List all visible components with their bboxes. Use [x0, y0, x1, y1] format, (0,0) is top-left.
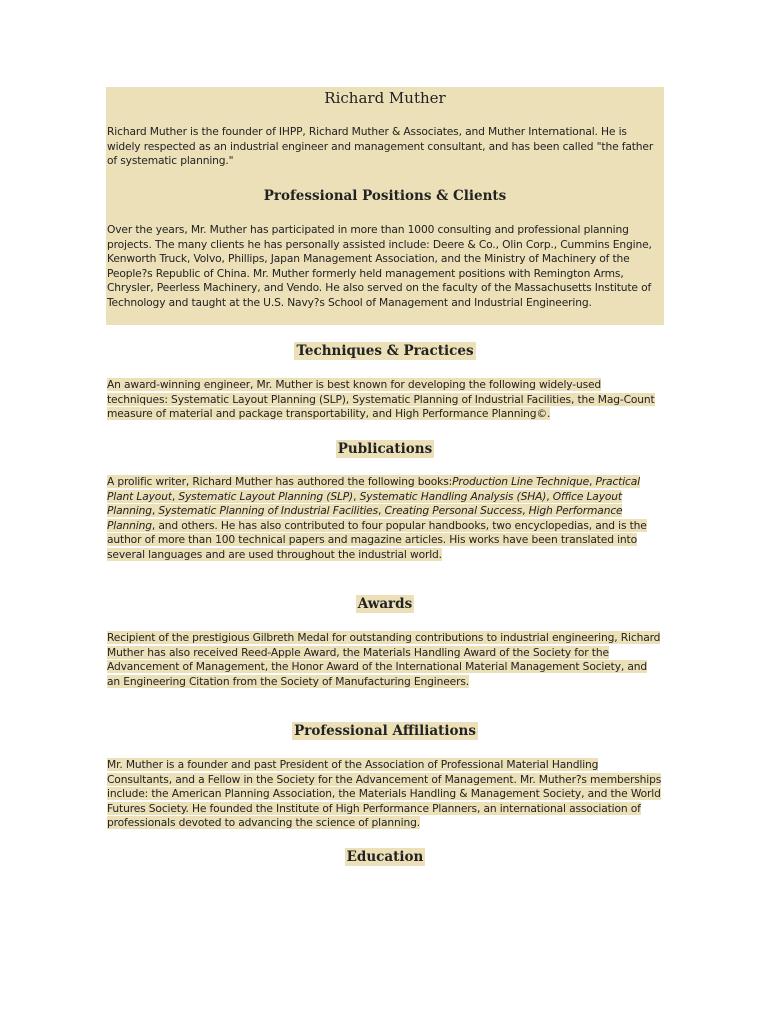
book-title: Office Layout Planning	[107, 489, 622, 518]
book-title: Systematic Layout Planning (SLP)	[178, 489, 354, 503]
book-title: Practical Plant Layout	[107, 475, 640, 503]
book-separator: ,	[171, 489, 179, 503]
publications-heading-text: Publications	[337, 441, 433, 457]
techniques-text: An award-winning engineer, Mr. Muther is best known for developing the following widely-used techniques: Systematic Layout Planning (SLP), Systematic Planning of Industrial Facilities, the Mag-Count measure of material and package transportability, and High Performance Planning©.	[107, 378, 655, 421]
book-title: Creating Personal Success	[384, 504, 523, 518]
education-heading-text: Education	[346, 849, 424, 865]
book-separator: ,	[589, 475, 596, 488]
book-separator: ,	[522, 504, 529, 518]
page-title	[106, 89, 664, 107]
book-title: High Performance Planning	[107, 504, 623, 532]
positions-paragraph	[107, 223, 663, 311]
affiliations-paragraph	[107, 758, 663, 831]
book-title: Systematic Handling Analysis (SHA)	[359, 489, 547, 503]
publications-lead: A prolific writer, Richard Muther has authored the following books:	[107, 475, 453, 488]
publications-tail: , and others. He has also contributed to four popular handbooks, two encyclopedias, and is the author of more than 100 technical papers and magazine articles. His works have been translated into several languages and are used throughout the industrial world.	[107, 518, 647, 561]
positions-heading-text: Professional Positions & Clients	[263, 188, 507, 204]
book-separator: ,	[353, 489, 360, 503]
awards-text: Recipient of the prestigious Gilbreth Medal for outstanding contributions to industrial engineering, Richard Muther has also received Reed-Apple Award, the Materials Handling Award of the Society for the Advancement of Management, the Honor Award of the International Material Management Society, and an Engineering Citation from the Society of Manufacturing Engineers.	[107, 631, 661, 688]
awards-heading	[106, 595, 664, 613]
affiliations-heading-text: Professional Affiliations	[294, 723, 476, 739]
book-separator: ,	[546, 489, 553, 503]
techniques-paragraph	[107, 378, 663, 422]
intro-paragraph	[107, 125, 663, 169]
techniques-heading-text: Techniques & Practices	[296, 343, 474, 359]
affiliations-text: Mr. Muther is a founder and past President of the Association of Professional Material Handling Consultants, and a Fellow in the Society for the Advancement of Management. Mr. Muther?s memberships include: the American Planning Association, the Materials Handling & Management Society, and the World Futures Society. He founded the Institute of High Performance Planners, an international association of professionals devoted to advancing the science of planning.	[107, 758, 662, 830]
awards-paragraph	[107, 631, 663, 689]
page-title-text: Richard Muther	[324, 89, 446, 107]
affiliations-heading	[106, 722, 664, 740]
education-heading	[106, 848, 664, 866]
book-title: Systematic Planning of Industrial Facilities	[158, 504, 379, 518]
intro-text: Richard Muther is the founder of IHPP, Richard Muther & Associates, and Muther International. He is widely respected as an industrial engineer and management consultant, and has been called "the father of systematic planning."	[107, 125, 654, 168]
awards-heading-text: Awards	[357, 596, 413, 612]
positions-text: Over the years, Mr. Muther has participated in more than 1000 consulting and professional planning projects. The many clients he has personally assisted include: Deere & Co., Olin Corp., Cummins Engine, Kenworth Truck, Volvo, Phillips, Japan Management Association, and the Ministry of Machinery of the People?s Republic of China. Mr. Muther formerly held management positions with Remington Arms, Chrysler, Peerless Machinery, and Vendo. He also served on the faculty of the Massachusetts Institute of Technology and taught at the U.S. Navy?s School of Management and Industrial Engineering.	[107, 223, 652, 309]
book-separator: ,	[378, 504, 385, 518]
positions-heading	[106, 187, 664, 205]
book-separator: ,	[151, 504, 159, 518]
techniques-heading	[106, 342, 664, 360]
publications-paragraph	[107, 475, 663, 563]
book-title: Production Line Technique	[452, 475, 590, 488]
publications-heading	[106, 440, 664, 458]
